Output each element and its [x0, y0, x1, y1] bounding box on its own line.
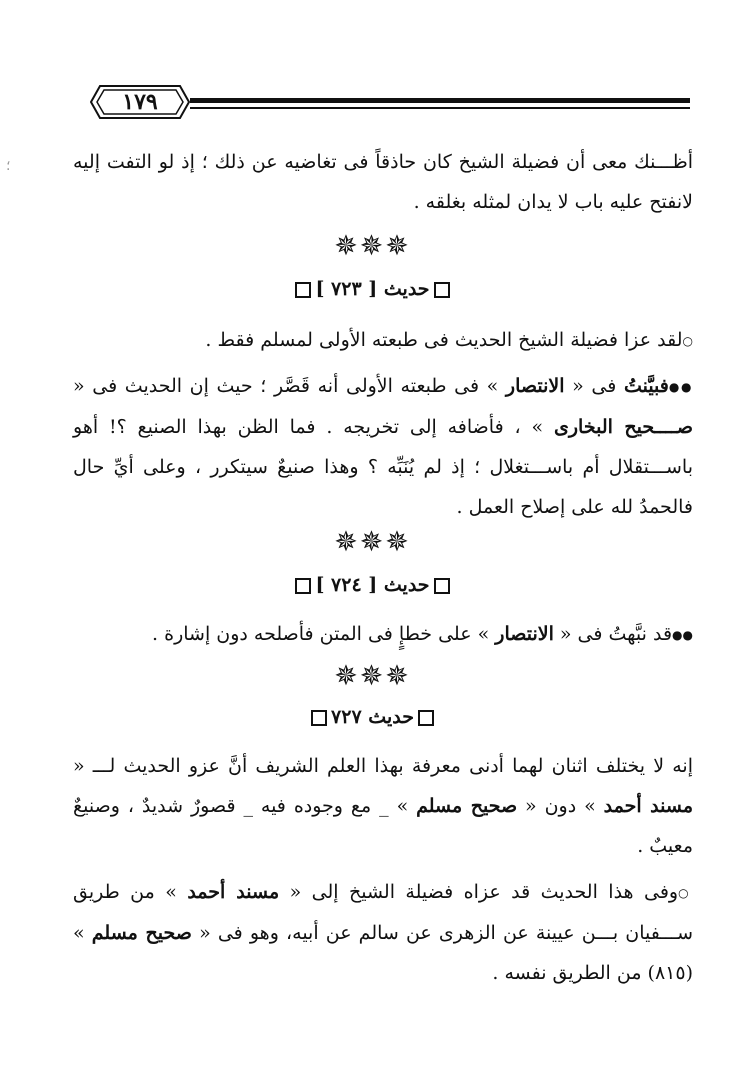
- text-run: » من طريق ســـفيان بـــن عيينة عن الزهرى عن سالم عن أبيه، وهو فى «: [73, 881, 694, 944]
- box-icon: [311, 710, 327, 726]
- emphasis: فبيَّنتُ: [623, 375, 669, 397]
- hadith-heading-text: حديث ٧٢٧: [331, 706, 414, 728]
- text-run: » على خطإٍ فى المتن فأصلحه دون إشارة .: [152, 623, 496, 645]
- book-title: صحيح مسلم: [416, 795, 518, 817]
- ornament-stars-3: ✵✵✵: [334, 659, 411, 692]
- ornament-stars-2: ✵✵✵: [334, 525, 411, 558]
- double-dot-icon: ●●: [672, 628, 693, 642]
- circle-bullet-icon: ○: [678, 886, 693, 900]
- text-run: وفى هذا الحديث قد عزاه فضيلة الشيخ إلى «: [279, 881, 679, 903]
- book-title: صــــحيح البخارى: [554, 416, 693, 438]
- text-run: إنه لا يختلف اثنان لهما أدنى معرفة بهذا العلم الشريف أنَّ عزو الحديث لـــ «: [73, 755, 693, 777]
- box-icon: [434, 578, 450, 594]
- hadith-heading-727: [0, 702, 745, 732]
- box-icon: [418, 710, 434, 726]
- page-header: [90, 80, 690, 124]
- hadith-heading-text: حديث [ ٧٢٤ ]: [315, 574, 430, 596]
- circle-bullet-icon: ○: [682, 334, 693, 348]
- hadith-heading-724: [0, 570, 745, 600]
- paragraph-6: [73, 872, 693, 993]
- text-run: » (٨١٥) من الطريق نفسه .: [73, 922, 693, 984]
- header-rule-thick: [190, 98, 690, 103]
- hadith-heading-723: [0, 274, 745, 304]
- text-run: » ، فأضافه إلى تخريجه . فما الظن بهذا الصنيع ؟! أهو باســـتقلال أم باســـتغلال ؛ إذ لم يُنَبِّه ؟ وهذا صنيعٌ سيتكرر ، وعلى أيِّ حال فالحمدُ لله على إصلاح العمل .: [73, 416, 693, 518]
- text-run: » فى طبعته الأولى أنه قَصَّر ؛ حيث إن الحديث فى «: [73, 375, 506, 397]
- box-icon: [295, 282, 311, 298]
- paragraph-3: [73, 366, 693, 527]
- paragraph-2-text: لقد عزا فضيلة الشيخ الحديث فى طبعته الأولى لمسلم فقط .: [205, 329, 683, 351]
- text-run: » دون «: [517, 795, 604, 817]
- paragraph-2: [73, 320, 693, 361]
- book-title: الانتصار: [505, 375, 565, 397]
- box-icon: [295, 578, 311, 594]
- text-run: » _ مع وجوده فيه _ قصورٌ شديدٌ ، وصنيعٌ معيبٌ .: [73, 795, 693, 857]
- header-rule-thin: [190, 107, 690, 109]
- paragraph-5: [73, 746, 693, 866]
- book-title: صحيح مسلم: [91, 922, 192, 944]
- box-icon: [434, 282, 450, 298]
- text-run: قد نبَّهتُ فى «: [553, 623, 673, 645]
- book-title: مسند أحمد: [187, 881, 280, 903]
- double-dot-icon: ●●: [668, 380, 694, 394]
- paragraph-1: أظـــنك معى أن فضيلة الشيخ كان حاذقاً فى تغاضيه عن ذلك ؛ إذ لو التفت إليه لانفتح عليه باب لا يدان لمثله بغلقه .: [73, 151, 693, 213]
- page-number-badge: [90, 84, 190, 120]
- margin-mark: ؛: [6, 158, 11, 174]
- paragraph-4: [73, 614, 693, 655]
- text-run: فى «: [564, 375, 617, 397]
- ornament-stars-1: ✵✵✵: [334, 229, 411, 262]
- page-number: ١٧٩: [122, 89, 158, 115]
- book-title: الانتصار: [495, 623, 554, 645]
- book-title: مسند أحمد: [603, 795, 693, 817]
- hadith-heading-text: حديث [ ٧٢٣ ]: [315, 278, 430, 300]
